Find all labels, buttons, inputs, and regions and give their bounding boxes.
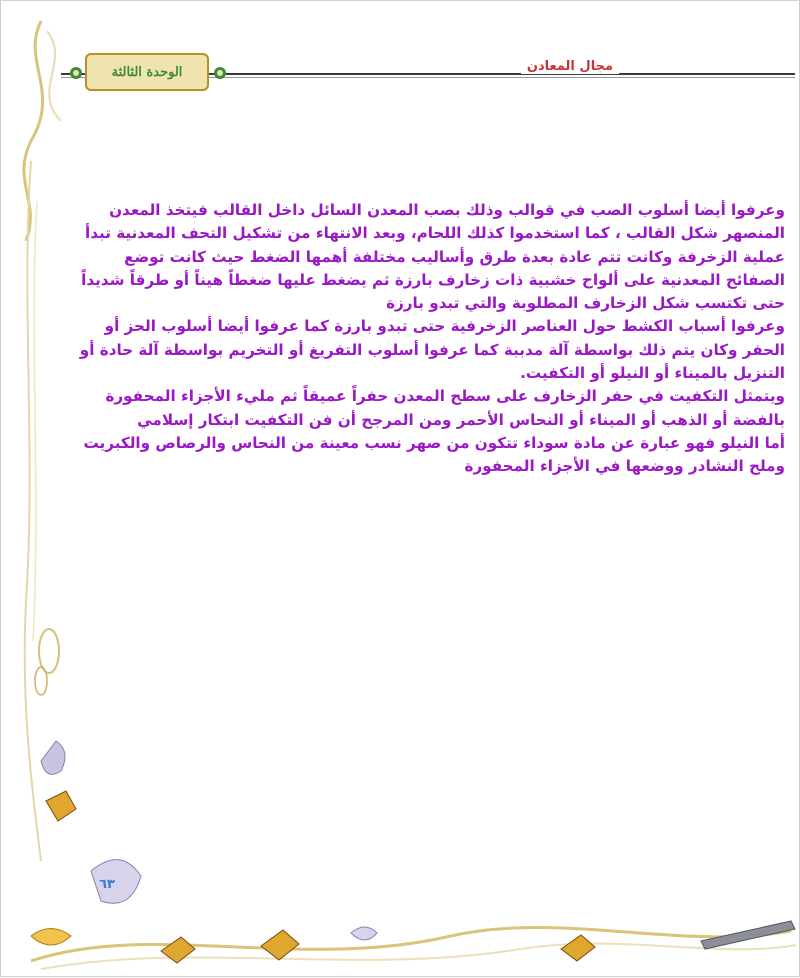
body-text bbox=[63, 199, 785, 479]
ornament-right-icon bbox=[211, 64, 229, 82]
field-title: مجال المعادن bbox=[521, 59, 619, 74]
paragraph: أما النيلو فهو عبارة عن مادة سوداء تتكون من صهر نسب معينة من النحاس والرصاص والكبريت وملح النشادر ووضعها في الأجزاء المحفورة bbox=[83, 433, 785, 476]
unit-label-badge bbox=[85, 53, 209, 91]
paragraph: وعرفوا أيضا أسلوب الصب في قوالب وذلك بصب المعدن السائل داخل القالب فيتخذ المعدن المنصهر شكل القالب ، كما استخدموا كذلك اللحام، وبعد الانتهاء من تشكيل التحف المعدنية تبدأ عملية الزخرفة وكانت تتم عادة بعدة طرق وأساليب مختلفة أهمها الضغط حيث كانت توضع الصفائح المعدنية على ألواح خشبية ذات زخارف بارزة ثم يضغط عليها ضغطاً هيناً أو طرقاً شديداً حتى تكتسب شكل الزخارف المطلوبة والتي تبدو بارزة bbox=[81, 201, 785, 313]
unit-label: الوحدة الثالثة bbox=[111, 64, 183, 80]
floral-border-decoration bbox=[1, 1, 121, 978]
page-number: ٦٣ bbox=[99, 877, 115, 892]
ornament-left-icon bbox=[67, 64, 85, 82]
paragraph: ويتمثل التكفيت في حفر الزخارف على سطح المعدن حفراً عميقاً ثم مليء الأجزاء المحفورة بالفضة أو الذهب أو الميناء أو النحاس الأحمر ومن المرجح أن فن التكفيت ابتكار إسلامي bbox=[105, 387, 785, 429]
bottom-floral-decoration bbox=[1, 841, 800, 978]
paragraph: وعرفوا أسباب الكشط حول العناصر الزخرفية حتى تبدو بارزة كما عرفوا أيضا أسلوب الحز أو الحفر وكان يتم ذلك بواسطة آلة مدببة كما عرفوا أسلوب التفريغ أو التخريم بواسطة آلة حادة أو التنزيل بالميناء أو النيلو أو التكفيت. bbox=[79, 317, 785, 383]
